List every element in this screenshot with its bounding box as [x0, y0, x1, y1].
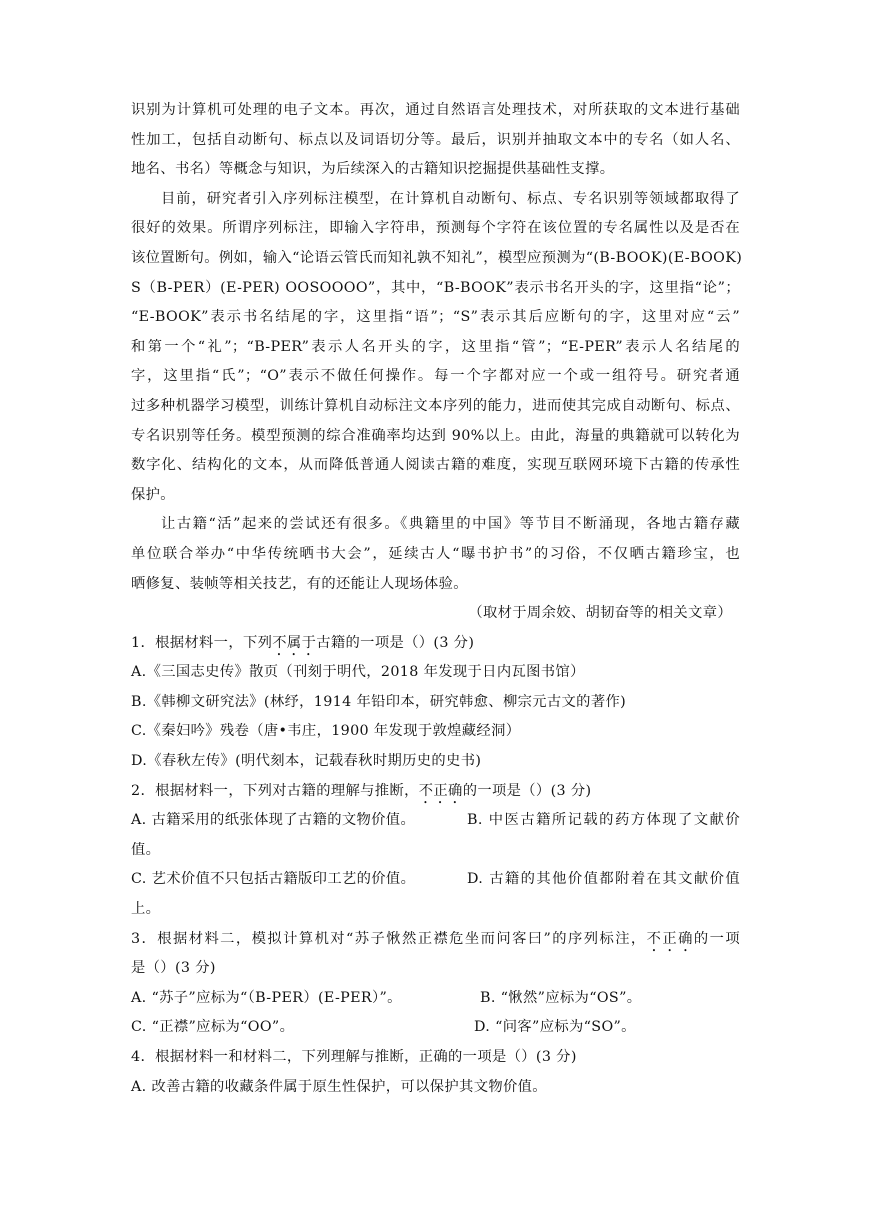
paragraph-2-line-4: S（B-PER）(E-PER) OOSOOOO”，其中，“B-BOOK”表示书名开头的字，这里指“论”； [131, 279, 740, 296]
question-3-options-ab [131, 984, 740, 1014]
paragraph-3-line-3: 晒修复、装帧等相关技艺，有的还能让人现场体验。 [131, 575, 468, 592]
paragraph-2-line-2: 很好的效果。所谓序列标注，即输入字符串，预测每个字符在该位置的专名属性以及是否在 [131, 220, 740, 237]
question-1-option-d: D.《春秋左传》(明代刻本，记载春秋时期历史的史书) [131, 753, 482, 770]
question-3-option-b: B. “愀然”应标为“OS”。 [480, 989, 642, 1006]
question-2-option-d: D. 古籍的其他价值都附着在其文献价值 [467, 871, 740, 888]
question-3-options-cd [131, 1013, 740, 1043]
question-3-option-a: A. “苏子”应标为“（B-PER）(E-PER）”。 [131, 989, 402, 1006]
question-1-option-a: A.《三国志史传》散页（刊刻于明代，2018 年发现于日内瓦图书馆） [131, 664, 585, 681]
question-2-option-b-continued: 值。 [131, 841, 161, 858]
source-citation: （取材于周余姣、胡韧奋等的相关文章） [468, 605, 732, 622]
question-1-stem: 1．根据材料一，下列不属于古籍的一项是（）(3 分) [131, 634, 475, 651]
question-2-option-b: B. 中医古籍所记载的药方体现了文献价 [467, 812, 740, 829]
question-2-options-cd [131, 865, 740, 895]
paragraph-2-line-8: 过多种机器学习模型，训练计算机自动标注文本序列的能力，进而使其完成自动断句、标点、 [131, 397, 740, 414]
question-1-option-c: C.《秦妇吟》残卷（唐•韦庄，1900 年发现于敦煌藏经洞） [131, 723, 521, 740]
question-2-stem: 2．根据材料一，下列对古籍的理解与推断，不正确的一项是（）(3 分) [131, 782, 592, 799]
paragraph-2-line-1: 目前，研究者引入序列标注模型，在计算机自动断句、标点、专名识别等领域都取得了 [161, 190, 740, 207]
paragraph-2-line-3: 该位置断句。例如，输入“论语云管氏而知礼孰不知礼”，模型应预测为“(B-BOOK)(E-BOOK) [131, 249, 743, 266]
question-3-option-d: D. “问客”应标为“SO”。 [474, 1019, 636, 1036]
paragraph-2-line-7: 字，这里指“氏”；“O”表示不做任何操作。每一个字都对应一个或一组符号。研究者通 [131, 368, 740, 385]
paragraph-3-line-2: 单位联合举办“中华传统晒书大会”，延续古人“曝书护书”的习俗，不仅晒古籍珍宝，也 [131, 545, 740, 562]
paragraph-2-line-5: “E-BOOK”表示书名结尾的字，这里指“语”；“S”表示其后应断句的字，这里对应“云” [131, 309, 740, 326]
paragraph-3-line-1: 让古籍“活”起来的尝试还有很多。《典籍里的中国》等节目不断涌现，各地古籍存藏 [161, 516, 740, 533]
paragraph-2-line-11: 保护。 [131, 486, 175, 503]
question-2-option-c: C. 艺术价值不只包括古籍版印工艺的价值。 [131, 871, 416, 888]
question-4-stem: 4．根据材料一和材料二，下列理解与推断，正确的一项是（）(3 分) [131, 1049, 577, 1065]
paragraph-1-line-3: 地名、书名）等概念与知识，为后续深入的古籍知识挖掘提供基础性支撑。 [131, 161, 615, 178]
paragraph-1-line-2: 性加工，包括自动断句、标点以及词语切分等。最后，识别并抽取文本中的专名（如人名、 [131, 131, 740, 148]
question-2-option-a: A. 古籍采用的纸张体现了古籍的文物价值。 [131, 812, 416, 829]
question-2-options-ab [131, 806, 740, 836]
question-2-option-d-continued: 上。 [131, 901, 161, 918]
question-3-stem-continued: 是（）(3 分) [131, 960, 216, 977]
question-3-option-c: C. “正襟”应标为“OO”。 [131, 1019, 295, 1036]
paragraph-2-line-6: 和第一个“礼”；“B-PER”表示人名开头的字，这里指“管”；“E-PER”表示人名结尾的 [131, 338, 740, 355]
question-3-stem: 3．根据材料二，模拟计算机对“苏子愀然正襟危坐而问客曰”的序列标注，不正确的一项 [131, 930, 740, 947]
paragraph-2-line-9: 专名识别等任务。模型预测的综合准确率均达到 90%以上。由此，海量的典籍就可以转化为 [131, 427, 740, 444]
question-4-option-a: A. 改善古籍的收藏条件属于原生性保护，可以保护其文物价值。 [131, 1078, 547, 1095]
paragraph-1-line-1: 识别为计算机可处理的电子文本。再次，通过自然语言处理技术，对所获取的文本进行基础 [131, 102, 740, 118]
paragraph-2-line-10: 数字化、结构化的文本，从而降低普通人阅读古籍的难度，实现互联网环境下古籍的传承性 [131, 457, 740, 474]
question-1-option-b: B.《韩柳文研究法》(林纾，1914 年铅印本，研究韩愈、柳宗元古文的著作) [131, 693, 627, 710]
document-page [131, 96, 743, 1102]
